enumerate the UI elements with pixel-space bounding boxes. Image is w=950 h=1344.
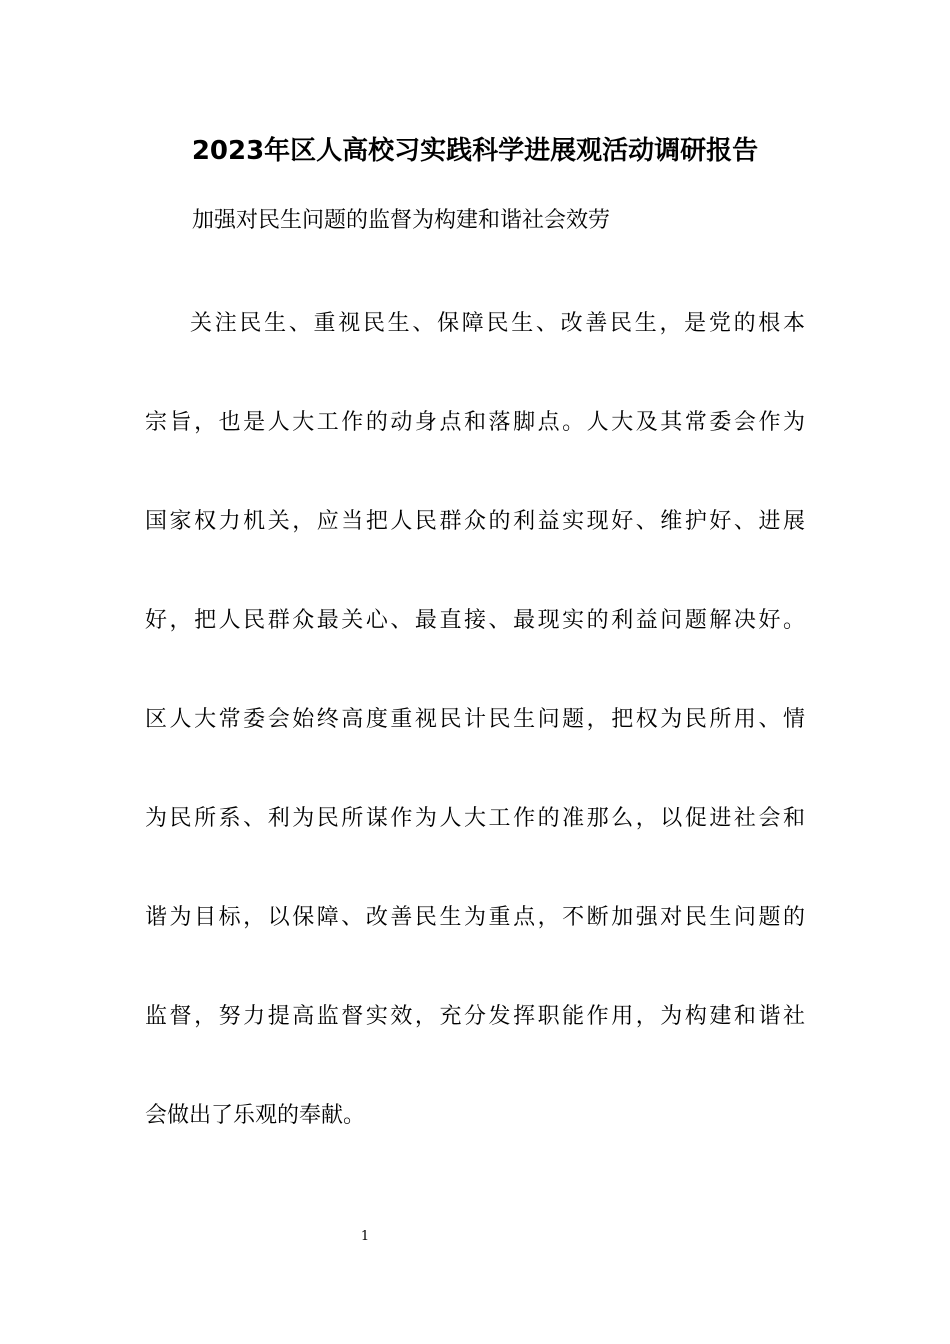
- document-title: 2023年区人高校习实践科学进展观活动调研报告: [191, 136, 759, 166]
- body-line: 为民所系、利为民所谋作为人大工作的准那么，以促进社会和: [145, 806, 805, 831]
- body-line: 谐为目标，以保障、改善民生为重点，不断加强对民生问题的: [145, 905, 805, 930]
- body-line: 关注民生、重视民生、保障民生、改善民生，是党的根本: [190, 311, 805, 336]
- body-line: 会做出了乐观的奉献。: [145, 1103, 366, 1128]
- body-line: 宗旨，也是人大工作的动身点和落脚点。人大及其常委会作为: [145, 410, 805, 435]
- body-line: 国家权力机关，应当把人民群众的利益实现好、维护好、进展: [145, 509, 805, 534]
- body-line: 好，把人民群众最关心、最直接、最现实的利益问题解决好。: [145, 608, 805, 633]
- page-number: 1: [360, 1229, 370, 1244]
- body-line: 监督，努力提高监督实效，充分发挥职能作用，为构建和谐社: [145, 1004, 805, 1029]
- body-line: 区人大常委会始终高度重视民计民生问题，把权为民所用、情: [145, 707, 805, 732]
- document-subtitle: 加强对民生问题的监督为构建和谐社会效劳: [192, 208, 611, 233]
